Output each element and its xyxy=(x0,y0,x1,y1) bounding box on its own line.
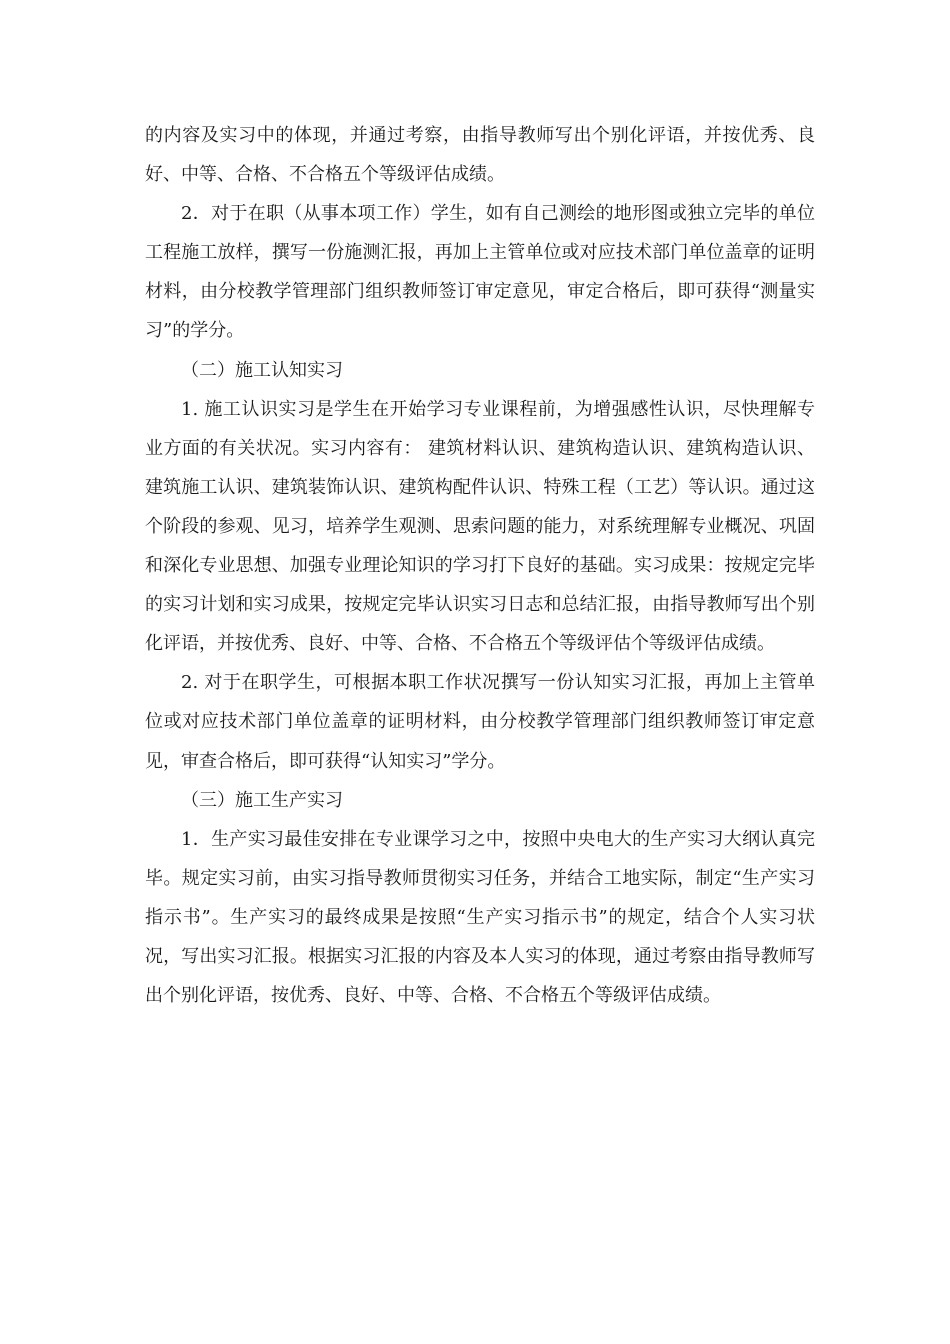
paragraph-survey-inservice: 2．对于在职（从事本项工作）学生，如有自己测绘的地形图或独立完毕的单位工程施工放样，撰写一份施测汇报，再加上主管单位或对应技术部门单位盖章的证明材料，由分校教学管理部门组织教师签订审定意见，审定合格后，即可获得“测量实习”的学分。 xyxy=(145,203,815,342)
section-heading-cognition-internship: （二）施工认知实习 xyxy=(181,359,343,381)
paragraph-cognition-1: 1. 施工认识实习是学生在开始学习专业课程前，为增强感性认识，尽快理解专业方面的有关状况。实习内容有： 建筑材料认识、建筑构造认识、建筑构造认识、建筑施工认识、建筑装饰认识、建筑构配件认识、特殊工程（工艺）等认识。通过这个阶段的参观、见习，培养学生观测、思索问题的能力，对系统理解专业概况、巩固和深化专业思想、加强专业理论知识的学习打下良好的基础。实习成果：按规定完毕的实习计划和实习成果，按规定完毕认识实习日志和总结汇报，由指导教师写出个别化评语，并按优秀、良好、中等、合格、不合格五个等级评估个等级评估成绩。 xyxy=(145,398,815,655)
document-body xyxy=(145,116,815,1015)
paragraph-continuation: 的内容及实习中的体现，并通过考察，由指导教师写出个别化评语，并按优秀、良好、中等、合格、不合格五个等级评估成绩。 xyxy=(145,125,815,186)
paragraph-cognition-2: 2. 对于在职学生，可根据本职工作状况撰写一份认知实习汇报，再加上主管单位或对应技术部门单位盖章的证明材料，由分校教学管理部门组织教师签订审定意见，审查合格后，即可获得“认知实习”学分。 xyxy=(145,672,815,772)
section-heading-production-internship: （三）施工生产实习 xyxy=(181,789,343,811)
paragraph-production-1: 1．生产实习最佳安排在专业课学习之中，按照中央电大的生产实习大纲认真完毕。规定实习前，由实习指导教师贯彻实习任务，并结合工地实际，制定“生产实习指示书”。生产实习的最终成果是按照“生产实习指示书”的规定，结合个人实习状况，写出实习汇报。根据实习汇报的内容及本人实习的体现，通过考察由指导教师写出个别化评语，按优秀、良好、中等、合格、不合格五个等级评估成绩。 xyxy=(145,828,815,1007)
